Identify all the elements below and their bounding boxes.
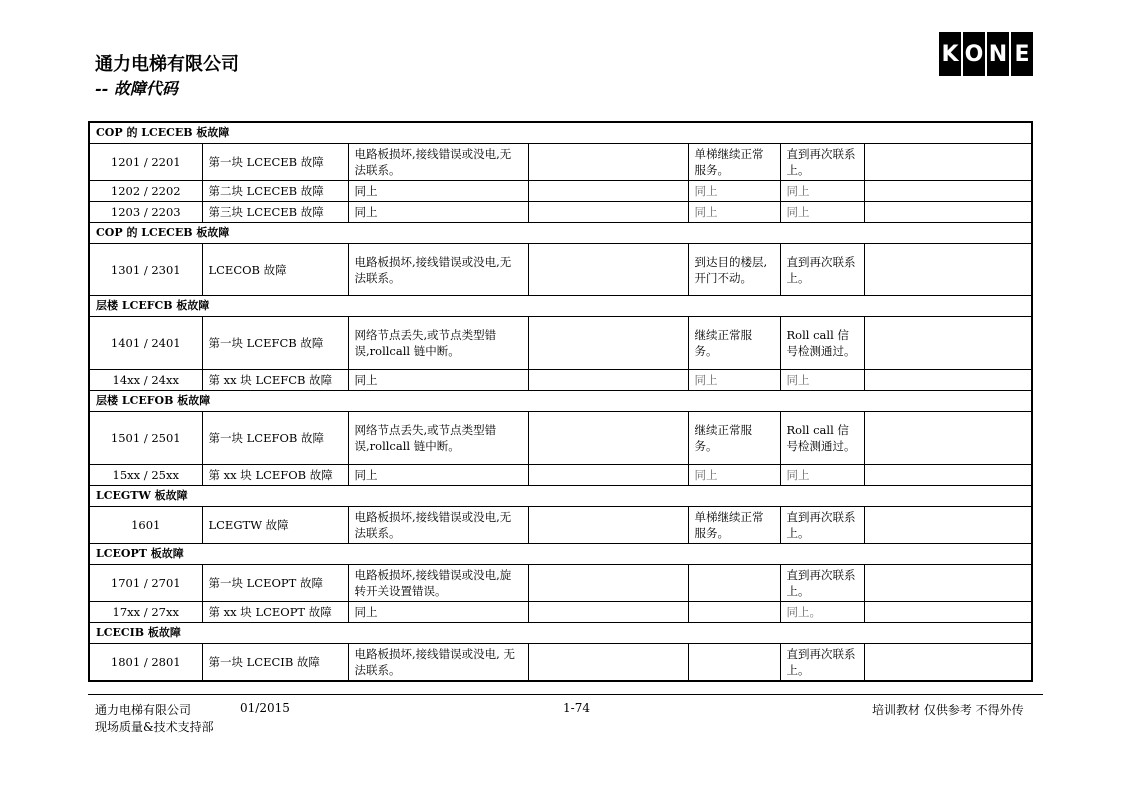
fault-action-cell: 继续正常服务。 — [688, 412, 780, 465]
fault-extra-cell — [528, 244, 688, 296]
fault-note-cell — [864, 244, 1032, 296]
fault-name-cell: 第 xx 块 LCEFCB 故障 — [202, 370, 348, 391]
fault-extra-cell — [528, 370, 688, 391]
section-title: COP 的 LCECEB 板故障 — [89, 223, 1032, 244]
fault-action-cell: 同上 — [688, 465, 780, 486]
logo-letter: E — [1011, 32, 1033, 76]
section-title: COP 的 LCECEB 板故障 — [89, 122, 1032, 144]
fault-recovery-cell: 直到再次联系上。 — [780, 144, 864, 181]
fault-action-cell: 到达目的楼层, 开门不动。 — [688, 244, 780, 296]
table-row — [89, 565, 1032, 602]
fault-name-cell: 第一块 LCECEB 故障 — [202, 144, 348, 181]
fault-extra-cell — [528, 317, 688, 370]
fault-code-cell: 1501 / 2501 — [89, 412, 202, 465]
fault-recovery-cell: 同上 — [780, 202, 864, 223]
fault-name-cell: 第一块 LCECIB 故障 — [202, 644, 348, 682]
fault-action-cell — [688, 565, 780, 602]
fault-note-cell — [864, 465, 1032, 486]
table-row — [89, 317, 1032, 370]
table-row — [89, 370, 1032, 391]
section-header-row — [89, 544, 1032, 565]
fault-cause-cell: 电路板损坏,接线错误或没电,旋转开关设置错误。 — [348, 565, 528, 602]
table-row — [89, 244, 1032, 296]
fault-recovery-cell: 同上。 — [780, 602, 864, 623]
fault-recovery-cell: 直到再次联系上。 — [780, 565, 864, 602]
fault-action-cell: 单梯继续正常服务。 — [688, 507, 780, 544]
page-title: 通力电梯有限公司 — [95, 54, 239, 75]
footer-date: 01/2015 — [240, 701, 290, 715]
section-title: LCECIB 板故障 — [89, 623, 1032, 644]
section-header-row — [89, 623, 1032, 644]
table-row — [89, 202, 1032, 223]
fault-name-cell: 第 xx 块 LCEFOB 故障 — [202, 465, 348, 486]
table-row — [89, 144, 1032, 181]
fault-recovery-cell: 直到再次联系上。 — [780, 244, 864, 296]
section-title: LCEGTW 板故障 — [89, 486, 1032, 507]
fault-name-cell: 第 xx 块 LCEOPT 故障 — [202, 602, 348, 623]
fault-recovery-cell: 直到再次联系上。 — [780, 644, 864, 682]
fault-name-cell: LCECOB 故障 — [202, 244, 348, 296]
fault-action-cell: 同上 — [688, 202, 780, 223]
fault-note-cell — [864, 412, 1032, 465]
fault-action-cell: 继续正常服务。 — [688, 317, 780, 370]
fault-recovery-cell: Roll call 信号检测通过。 — [780, 412, 864, 465]
table-row — [89, 465, 1032, 486]
section-header-row — [89, 391, 1032, 412]
table-row — [89, 644, 1032, 682]
fault-code-cell: 1801 / 2801 — [89, 644, 202, 682]
fault-note-cell — [864, 370, 1032, 391]
table-row — [89, 507, 1032, 544]
fault-cause-cell: 电路板损坏,接线错误或没电,无法联系。 — [348, 507, 528, 544]
logo-letter: O — [963, 32, 985, 76]
fault-cause-cell: 电路板损坏,接线错误或没电,无法联系。 — [348, 144, 528, 181]
footer-company: 通力电梯有限公司 — [95, 703, 192, 717]
fault-code-cell: 15xx / 25xx — [89, 465, 202, 486]
fault-recovery-cell: 同上 — [780, 465, 864, 486]
footer-page-number: 1-74 — [563, 701, 590, 715]
fault-note-cell — [864, 644, 1032, 682]
section-title: 层楼 LCEFOB 板故障 — [89, 391, 1032, 412]
fault-note-cell — [864, 317, 1032, 370]
fault-cause-cell: 电路板损坏,接线错误或没电,无法联系。 — [348, 244, 528, 296]
fault-code-cell: 1401 / 2401 — [89, 317, 202, 370]
section-header-row — [89, 296, 1032, 317]
fault-code-cell: 1601 — [89, 507, 202, 544]
fault-code-cell: 1301 / 2301 — [89, 244, 202, 296]
fault-extra-cell — [528, 507, 688, 544]
fault-recovery-cell: 直到再次联系上。 — [780, 507, 864, 544]
fault-code-cell: 1201 / 2201 — [89, 144, 202, 181]
fault-recovery-cell: 同上 — [780, 181, 864, 202]
fault-recovery-cell: Roll call 信号检测通过。 — [780, 317, 864, 370]
fault-code-cell: 1203 / 2203 — [89, 202, 202, 223]
section-header-row — [89, 486, 1032, 507]
fault-cause-cell: 电路板损坏,接线错误或没电, 无法联系。 — [348, 644, 528, 682]
fault-extra-cell — [528, 144, 688, 181]
fault-name-cell: LCEGTW 故障 — [202, 507, 348, 544]
logo-letter: K — [939, 32, 961, 76]
kone-logo — [939, 32, 1033, 76]
footer-divider — [88, 694, 1043, 695]
fault-extra-cell — [528, 202, 688, 223]
fault-code-cell: 17xx / 27xx — [89, 602, 202, 623]
fault-note-cell — [864, 565, 1032, 602]
fault-code-cell: 1202 / 2202 — [89, 181, 202, 202]
fault-cause-cell: 同上 — [348, 602, 528, 623]
fault-action-cell — [688, 602, 780, 623]
fault-name-cell: 第三块 LCECEB 故障 — [202, 202, 348, 223]
fault-extra-cell — [528, 181, 688, 202]
fault-cause-cell: 网络节点丢失,或节点类型错误,rollcall 链中断。 — [348, 317, 528, 370]
fault-note-cell — [864, 202, 1032, 223]
section-title: LCEOPT 板故障 — [89, 544, 1032, 565]
fault-name-cell: 第二块 LCECEB 故障 — [202, 181, 348, 202]
fault-cause-cell: 同上 — [348, 181, 528, 202]
fault-extra-cell — [528, 412, 688, 465]
fault-extra-cell — [528, 565, 688, 602]
fault-note-cell — [864, 507, 1032, 544]
section-title: 层楼 LCEFCB 板故障 — [89, 296, 1032, 317]
fault-cause-cell: 同上 — [348, 202, 528, 223]
fault-extra-cell — [528, 602, 688, 623]
fault-extra-cell — [528, 465, 688, 486]
section-header-row — [89, 223, 1032, 244]
footer-notice: 培训教材 仅供参考 不得外传 — [872, 703, 1024, 717]
fault-action-cell — [688, 644, 780, 682]
fault-name-cell: 第一块 LCEOPT 故障 — [202, 565, 348, 602]
table-row — [89, 412, 1032, 465]
page-subtitle: -- 故障代码 — [95, 79, 178, 98]
footer-department: 现场质量&技术支持部 — [95, 720, 214, 734]
fault-action-cell: 同上 — [688, 181, 780, 202]
fault-name-cell: 第一块 LCEFOB 故障 — [202, 412, 348, 465]
fault-extra-cell — [528, 644, 688, 682]
fault-name-cell: 第一块 LCEFCB 故障 — [202, 317, 348, 370]
table-row — [89, 602, 1032, 623]
fault-code-cell: 14xx / 24xx — [89, 370, 202, 391]
fault-code-cell: 1701 / 2701 — [89, 565, 202, 602]
fault-action-cell: 同上 — [688, 370, 780, 391]
table-row — [89, 181, 1032, 202]
fault-note-cell — [864, 602, 1032, 623]
fault-action-cell: 单梯继续正常服务。 — [688, 144, 780, 181]
fault-note-cell — [864, 181, 1032, 202]
logo-letter: N — [987, 32, 1009, 76]
section-header-row — [89, 122, 1032, 144]
fault-cause-cell: 同上 — [348, 370, 528, 391]
fault-cause-cell: 网络节点丢失,或节点类型错误,rollcall 链中断。 — [348, 412, 528, 465]
fault-cause-cell: 同上 — [348, 465, 528, 486]
fault-code-table — [88, 121, 1033, 682]
fault-recovery-cell: 同上 — [780, 370, 864, 391]
fault-note-cell — [864, 144, 1032, 181]
